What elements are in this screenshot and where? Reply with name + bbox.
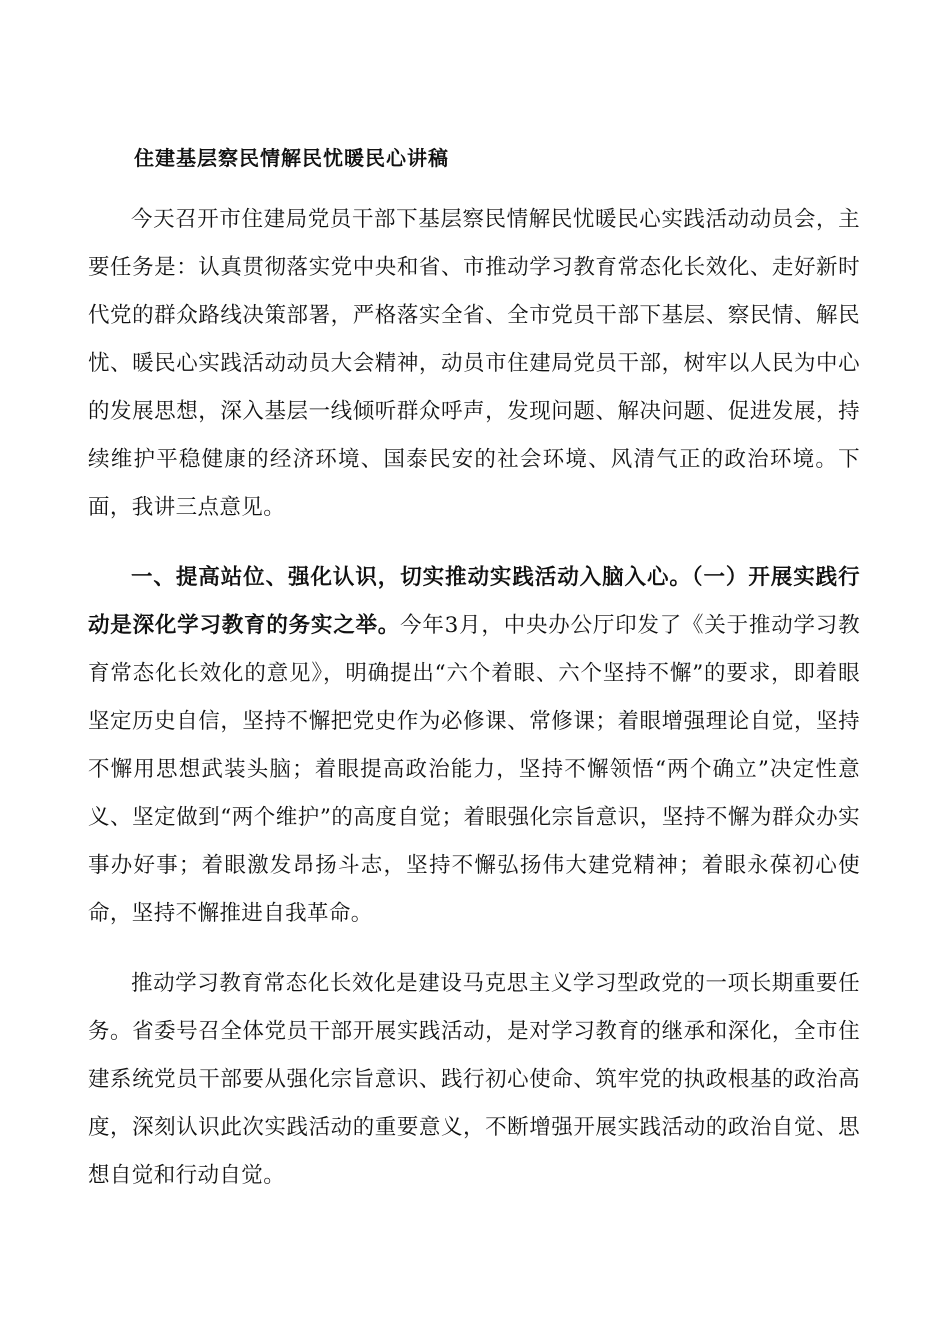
paragraph-learning-education-text: 推动学习教育常态化长效化是建设马克思主义学习型政党的一项长期重要任务。省委号召全体党员干部开展实践活动，是对学习教育的继承和深化，全市住建系统党员干部要从强化宗旨意识、践行初心使命、筑牢党的执政根基的政治高度，深刻认识此次实践活动的重要意义，不断增强开展实践活动的政治自觉、思想自觉和行动自觉。	[88, 971, 860, 1188]
paragraph-intro	[88, 196, 860, 532]
paragraph-learning-education	[88, 960, 860, 1200]
paragraph-section-one	[88, 554, 860, 938]
section-one-heading: 一、提高站位、强化认识，切实推动实践活动入脑入心。（一）开展实践行动是深化学习教育的务实之举。	[88, 565, 860, 638]
document-page	[88, 138, 860, 1222]
document-title: 住建基层察民情解民忧暖民心讲稿	[134, 146, 449, 170]
paragraph-section-one-text: 今年3月，中央办公厅印发了《关于推动学习教育常态化长效化的意见》，明确提出“六个着眼、六个坚持不懈”的要求，即着眼坚定历史自信，坚持不懈把党史作为必修课、常修课；着眼增强理论自觉，坚持不懈用思想武装头脑；着眼提高政治能力，坚持不懈领悟“两个确立”决定性意义、坚定做到“两个维护”的高度自觉；着眼强化宗旨意识，坚持不懈为群众办实事办好事；着眼激发昂扬斗志，坚持不懈弘扬伟大建党精神；着眼永葆初心使命，坚持不懈推进自我革命。	[88, 613, 860, 926]
paragraph-intro-text: 今天召开市住建局党员干部下基层察民情解民忧暖民心实践活动动员会，主要任务是：认真贯彻落实党中央和省、市推动学习教育常态化长效化、走好新时代党的群众路线决策部署，严格落实全省、全市党员干部下基层、察民情、解民忧、暖民心实践活动动员大会精神，动员市住建局党员干部，树牢以人民为中心的发展思想，深入基层一线倾听群众呼声，发现问题、解决问题、促进发展，持续维护平稳健康的经济环境、国泰民安的社会环境、风清气正的政治环境。下面，我讲三点意见。	[88, 207, 860, 520]
